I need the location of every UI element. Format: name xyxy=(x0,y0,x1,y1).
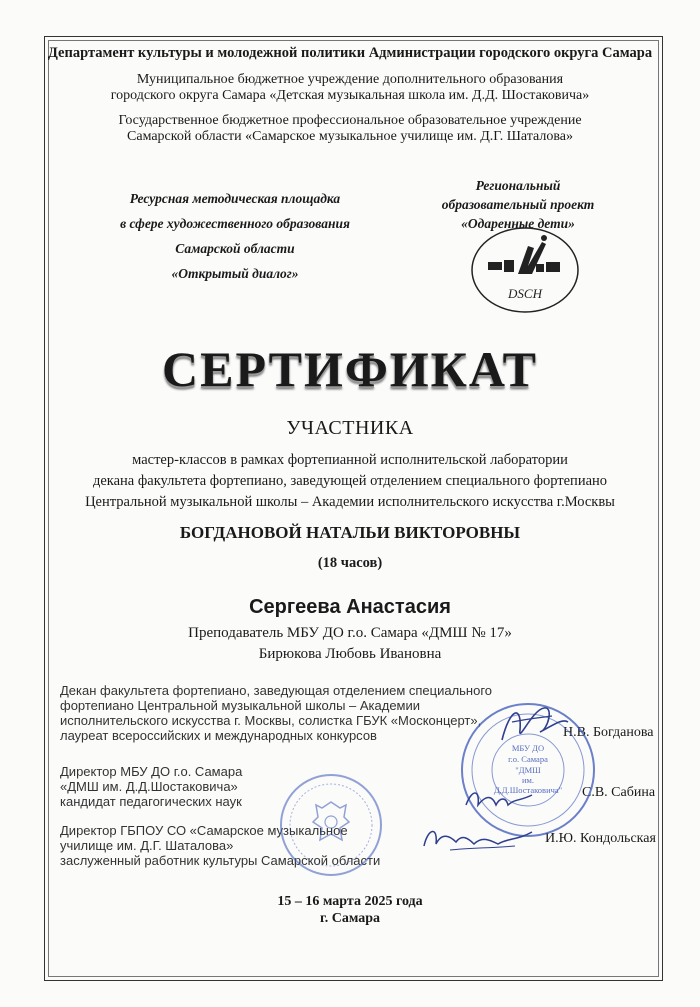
teacher-position: Преподаватель МБУ ДО г.о. Самара «ДМШ № 17» xyxy=(188,625,512,641)
hours: (18 часов) xyxy=(317,555,383,571)
header-department: Департамент культуры и молодежной политики Администрации городского округа Самара xyxy=(47,45,653,61)
header-college-line2: Самарской области «Самарское музыкальное училище им. Д.Г. Шаталова» xyxy=(127,129,573,144)
project-line2: образовательный проект xyxy=(441,197,595,212)
dean-signature-name: Н.В. Богданова xyxy=(563,725,654,740)
resource-line1: Ресурсная методическая площадка xyxy=(129,191,341,206)
certificate-subtitle: УЧАСТНИКА xyxy=(286,417,414,439)
header-school-line1: Муниципальное бюджетное учреждение дополнительного образования xyxy=(136,72,564,87)
director-college-line2: училище им. Д.Г. Шаталова» xyxy=(60,838,234,853)
director-college-handwritten-signature xyxy=(420,820,538,856)
signature-block-director-dmsh xyxy=(60,764,242,809)
header-school-line2: городского округа Самара «Детская музыкальная школа им. Д.Д. Шостаковича» xyxy=(110,88,590,103)
header-college xyxy=(0,113,700,145)
director-dmsh-handwritten-signature xyxy=(462,785,537,815)
logo-text: DSCH xyxy=(508,286,542,301)
resource-line4: «Открытый диалог» xyxy=(171,266,299,281)
description-line3: Центральной музыкальной школы – Академии исполнительского искусства г.Москвы xyxy=(85,494,615,510)
college-stamp xyxy=(278,772,384,878)
resource-line3: Самарской области xyxy=(175,241,295,256)
event-city: г. Самара xyxy=(319,911,381,926)
dean-handwritten-signature xyxy=(492,700,572,750)
header-school xyxy=(0,72,700,104)
dean-line2: фортепиано Центральной музыкальной школы – Академии xyxy=(60,698,421,713)
description-line1: мастер-классов в рамках фортепианной исполнительской лаборатории xyxy=(132,452,568,468)
project-line1: Региональный xyxy=(475,178,561,193)
director-dmsh-line3: кандидат педагогических наук xyxy=(60,794,242,809)
stamp-line4: им. xyxy=(521,775,535,785)
stamp-line1: МБУ ДО xyxy=(511,743,545,753)
director-college-line3: заслуженный работник культуры Самарской области xyxy=(60,853,381,868)
lecturer-name: БОГДАНОВОЙ НАТАЛЬИ ВИКТОРОВНЫ xyxy=(179,523,521,542)
description-line2: декана факультета фортепиано, заведующей отделением специального фортепиано xyxy=(92,473,608,489)
dean-line4: лауреат всероссийских и международных конкурсов xyxy=(60,728,377,743)
signature-block-dean xyxy=(60,683,492,743)
director-dmsh-signature-name: С.В. Сабина xyxy=(582,785,656,800)
certificate-title: СЕРТИФИКАТ xyxy=(161,341,538,397)
director-dmsh-line1: Директор МБУ ДО г.о. Самара xyxy=(60,764,243,779)
resource-platform-block xyxy=(90,186,380,286)
director-college-line1: Директор ГБПОУ СО «Самарское музыкальное xyxy=(60,823,348,838)
director-dmsh-line2: «ДМШ им. Д.Д.Шостаковича» xyxy=(60,779,238,794)
resource-line2: в сфере художественного образования xyxy=(120,216,350,231)
header-college-line1: Государственное бюджетное профессиональное образовательное учреждение xyxy=(118,113,582,128)
stamp-line2: г.о. Самара xyxy=(508,754,548,764)
gifted-children-block xyxy=(418,176,618,233)
student-name: Сергеева Анастасия xyxy=(249,596,451,618)
description xyxy=(0,450,700,513)
director-college-signature-name: И.Ю. Кондольская xyxy=(545,831,656,846)
dean-line3: исполнительского искусства г. Москвы, солистка ГБУК «Москонцерт», xyxy=(60,713,482,728)
project-line3: «Одаренные дети» xyxy=(461,216,575,231)
teacher-name: Бирюкова Любовь Ивановна xyxy=(258,646,442,662)
stamp-line5: Д.Д.Шостаковича" xyxy=(493,785,563,795)
stamp-line3: "ДМШ xyxy=(515,765,541,775)
event-date: 15 – 16 марта 2025 года xyxy=(277,894,423,909)
dean-line1: Декан факультета фортепиано, заведующая отделением специального xyxy=(60,683,493,698)
dsch-logo xyxy=(470,226,580,314)
